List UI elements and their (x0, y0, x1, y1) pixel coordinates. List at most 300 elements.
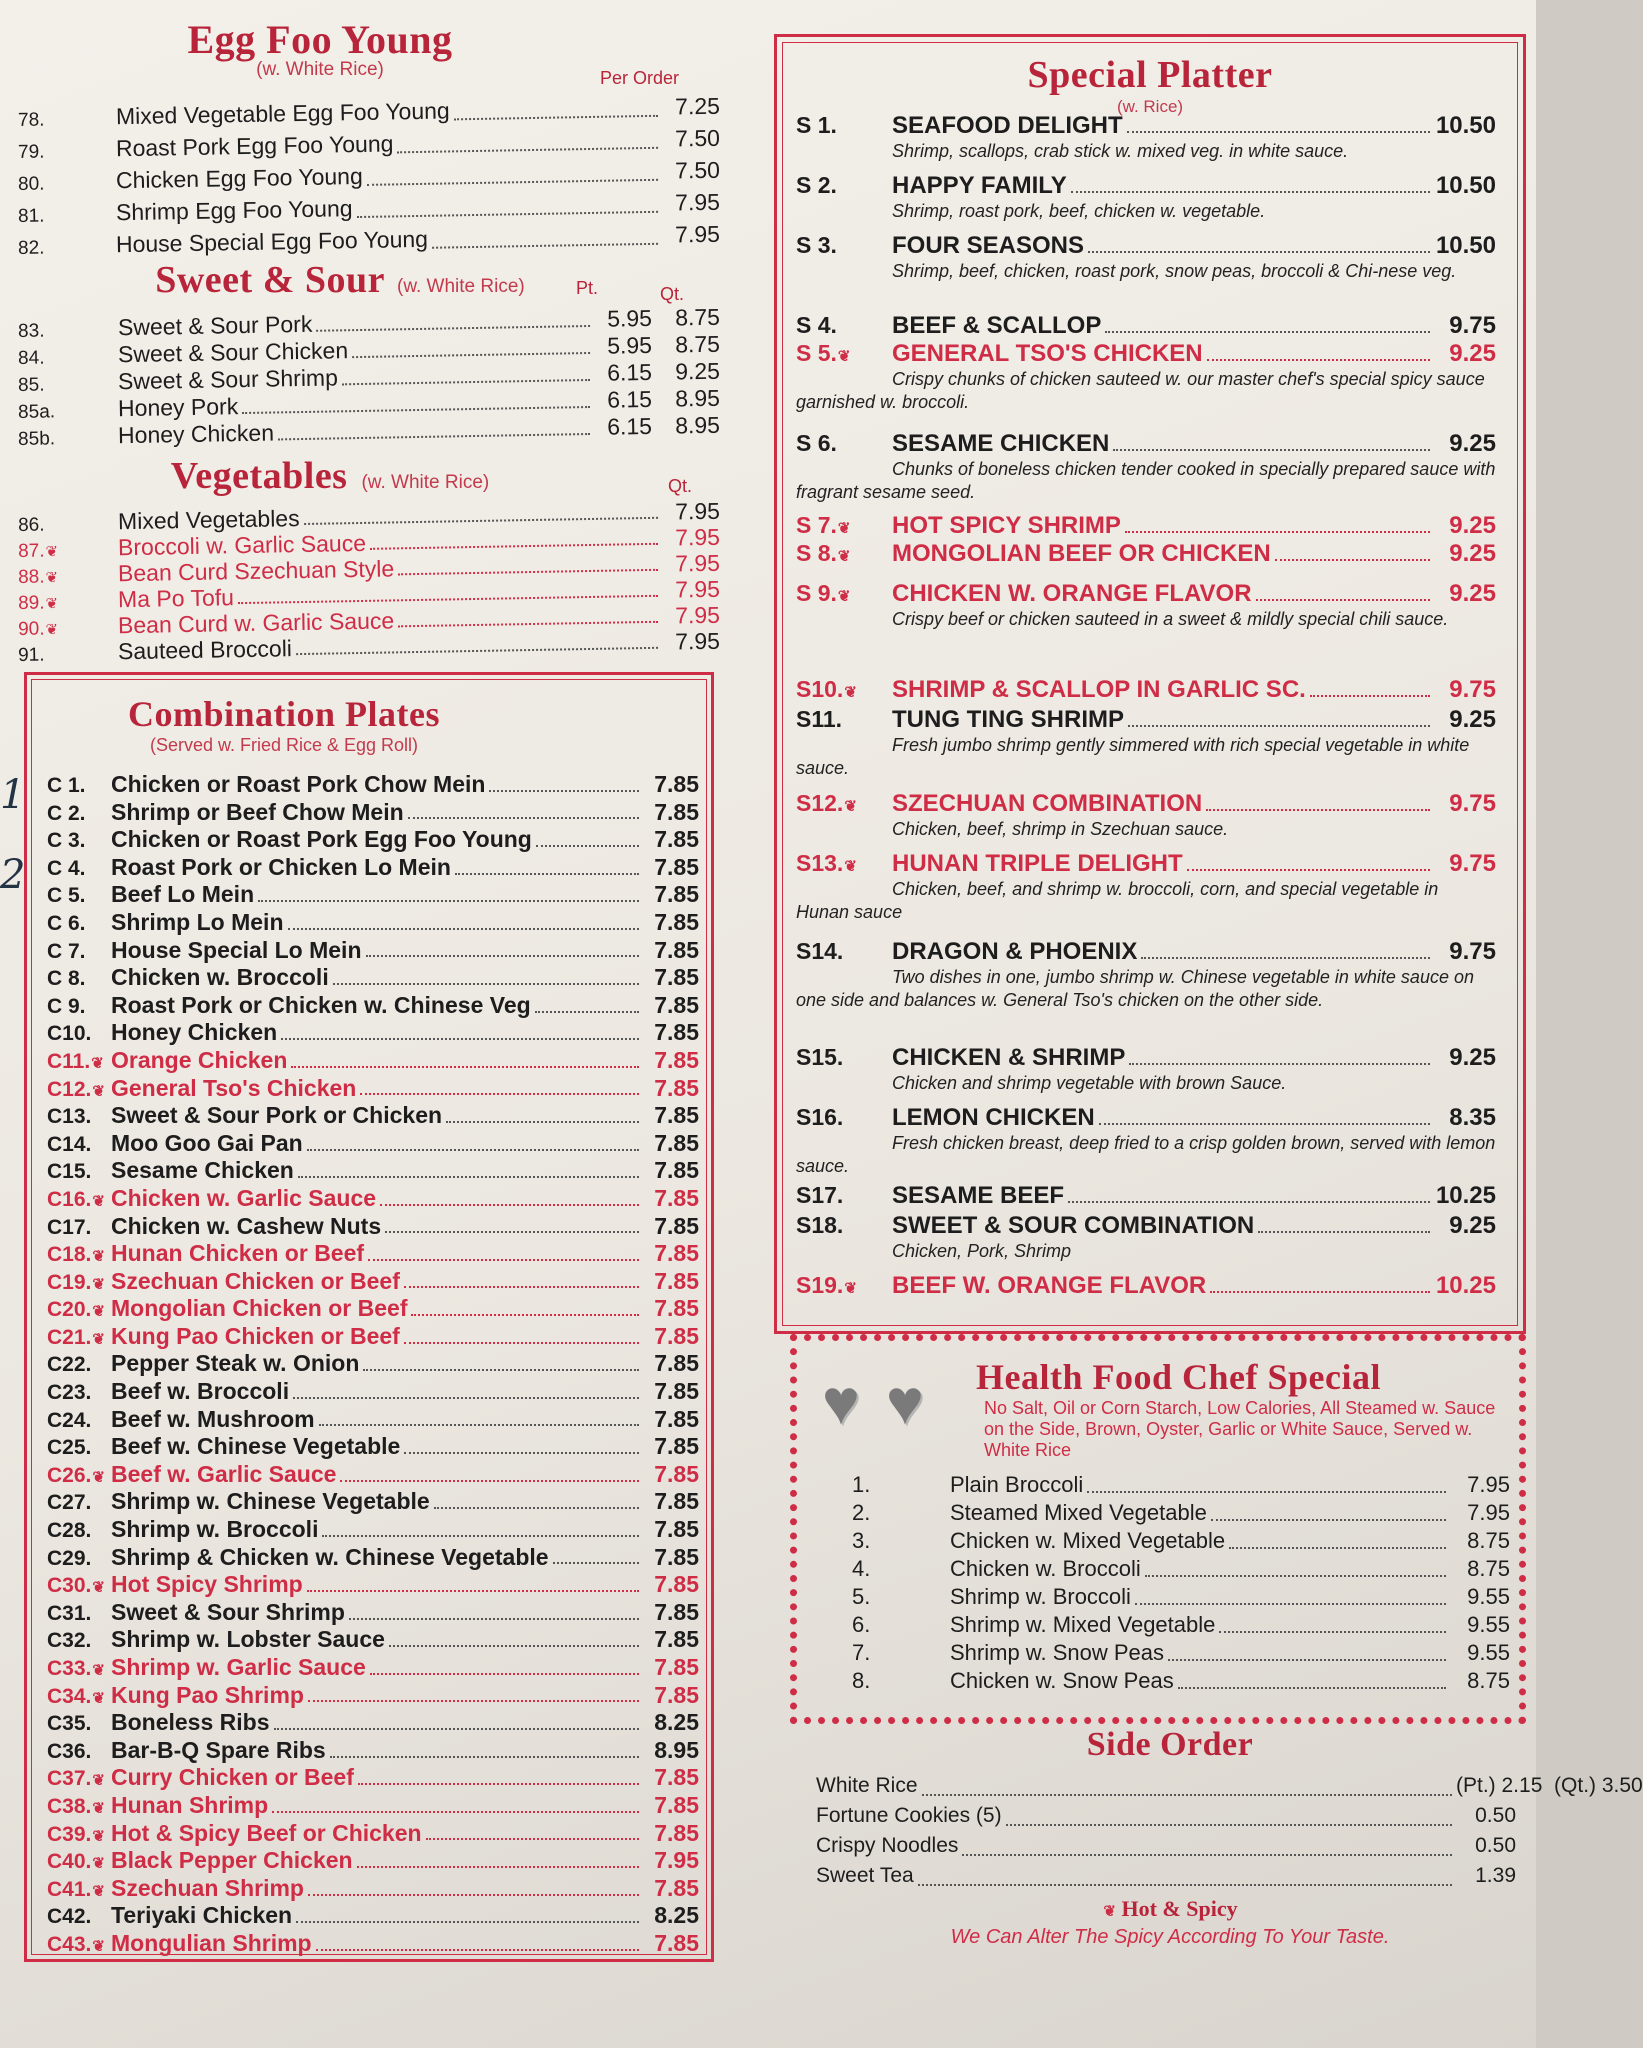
item-price: 7.85 (654, 1295, 699, 1322)
item-number: 85a. (17, 401, 56, 423)
item-number: C26. (47, 1463, 92, 1487)
dot-leader (322, 1535, 639, 1537)
item-price: 7.85 (654, 1433, 699, 1460)
item-number-cell (47, 1464, 111, 1488)
dot-leader (1125, 531, 1430, 533)
item-number-cell (0, 592, 96, 616)
item-number: C41. (47, 1877, 92, 1901)
item-name: Mongolian Chicken or Beef (111, 1295, 408, 1322)
combo-item (47, 1682, 699, 1710)
item-price: 7.85 (654, 1074, 699, 1101)
item-price: 8.75 (1467, 1556, 1510, 1581)
egg-foo-young-subtitle: (w. White Rice) (256, 59, 384, 80)
combo-item (47, 1709, 699, 1737)
combo-item (47, 1406, 699, 1434)
platter-row (796, 232, 1496, 260)
item-price: 10.50 (1435, 232, 1496, 259)
item-description: Chicken and shrimp vegetable with brown Sauce. (892, 1073, 1287, 1093)
item-number: 1. (852, 1472, 871, 1497)
item-number: 78. (17, 109, 45, 131)
item-number: S16. (796, 1104, 844, 1130)
item-number: S 8. (796, 540, 837, 566)
side-item (816, 1774, 1643, 1804)
item-number-cell (47, 1823, 111, 1847)
platter-row (796, 938, 1496, 966)
item-price: 9.55 (1467, 1584, 1510, 1609)
item-name: Sweet & Sour Shrimp (117, 364, 339, 395)
dot-leader (1211, 1519, 1446, 1521)
chili-icon: ❦ (1103, 1904, 1116, 1920)
dot-leader (340, 1480, 639, 1482)
chili-icon: ❦ (45, 543, 59, 561)
item-number: 86. (17, 514, 45, 536)
item-name: White Rice (816, 1774, 918, 1797)
combo-item (47, 1378, 699, 1406)
platter-row (796, 580, 1496, 608)
dot-leader (404, 1286, 639, 1288)
item-number: S 5. (796, 340, 837, 366)
combination-subtitle: (Served w. Fried Rice & Egg Roll) (149, 735, 419, 755)
item-name: Sauteed Broccoli (117, 635, 293, 665)
item-number: 6. (852, 1612, 871, 1637)
item-name: SESAME CHICKEN (892, 430, 1110, 457)
combo-item (47, 1047, 699, 1075)
item-price: 7.85 (654, 1571, 699, 1598)
item-number-cell (47, 1740, 111, 1764)
per-order-header: Per Order (600, 68, 680, 88)
item-number: S15. (796, 1044, 844, 1070)
dot-leader (1207, 359, 1430, 361)
dot-leader (1258, 1231, 1430, 1233)
platter-row (796, 676, 1496, 704)
dot-leader (370, 1673, 639, 1675)
combo-item (47, 1571, 699, 1599)
item-number-cell (47, 995, 111, 1019)
egg-foo-young-title: Egg Foo Young (187, 17, 453, 62)
item-number: 79. (17, 141, 45, 163)
chili-icon: ❦ (844, 858, 857, 875)
dot-leader (1178, 1687, 1446, 1689)
qt-header: Qt. (660, 284, 685, 304)
chili-icon: ❦ (92, 1192, 105, 1210)
chili-icon: ❦ (92, 1275, 105, 1293)
chili-icon: ❦ (92, 1662, 105, 1679)
item-number-cell (47, 857, 111, 881)
item-price-quart: 9.25 (674, 357, 721, 385)
item-price: 7.95 (674, 523, 721, 551)
item-number: C17. (47, 1215, 92, 1239)
item-number: C18. (47, 1243, 92, 1267)
combo-item (47, 1488, 699, 1516)
item-number: 4. (852, 1556, 871, 1581)
item-number-cell (796, 1272, 892, 1299)
item-number: C24. (47, 1408, 92, 1432)
item-name: Shrimp w. Mixed Vegetable (950, 1612, 1216, 1637)
combo-item (47, 799, 699, 827)
item-number-cell (47, 1436, 111, 1460)
item-name: Sweet & Sour Pork or Chicken (111, 1102, 443, 1129)
item-name: HAPPY FAMILY (892, 172, 1067, 199)
item-name: Chicken w. Mixed Vegetable (950, 1528, 1226, 1553)
dot-leader (316, 324, 590, 331)
dot-leader (434, 1507, 639, 1509)
dot-leader (1145, 1575, 1446, 1577)
item-description: Crispy chunks of chicken sauteed w. our master chef's special spicy sauce garnished w. broccoli. (796, 369, 1485, 412)
item-price: 7.85 (654, 1516, 699, 1543)
item-description: Two dishes in one, jumbo shrimp w. Chinese vegetable in white sauce on one side and balances w. General Tso's chicken on the other side. (796, 967, 1474, 1010)
combo-item (47, 937, 699, 965)
dot-leader (398, 147, 659, 154)
item-number: 87. (17, 540, 45, 562)
platter-row (796, 312, 1496, 340)
combo-item (47, 771, 699, 799)
item-price: 9.75 (1449, 850, 1496, 877)
item-description: Fresh jumbo shrimp gently simmered with rich special vegetable in white sauce. (796, 735, 1470, 778)
handwritten-mark-2: 2 (0, 852, 26, 898)
item-name: Beef w. Mushroom (111, 1405, 315, 1432)
item-name: Mixed Vegetable Egg Foo Young (115, 97, 450, 130)
combination-list (47, 771, 699, 1958)
health-item (810, 1472, 1510, 1500)
item-number-cell (0, 644, 96, 668)
item-number: C 4. (47, 856, 86, 880)
item-name: Fortune Cookies (5) (816, 1804, 1002, 1827)
dot-leader (368, 1259, 639, 1261)
item-name: Plain Broccoli (950, 1472, 1084, 1497)
item-number: C27. (47, 1491, 92, 1515)
dot-leader (446, 1121, 639, 1123)
spicy-note: We Can Alter The Spicy According To Your Taste. (950, 1926, 1390, 1948)
combo-item (47, 826, 699, 854)
chili-icon: ❦ (45, 621, 59, 639)
item-name: Broccoli w. Garlic Sauce (117, 529, 367, 561)
side-item (816, 1804, 1516, 1834)
dot-leader (1006, 1824, 1452, 1826)
item-name: Sweet & Sour Shrimp (111, 1598, 345, 1625)
dot-leader (1256, 599, 1430, 601)
item-name: Hot & Spicy Beef or Chicken (111, 1819, 422, 1846)
item-number-cell (47, 1078, 111, 1102)
item-price-quart: 8.75 (674, 303, 721, 331)
platter-item (796, 1272, 1496, 1300)
item-price: 0.50 (1475, 1834, 1516, 1857)
dot-leader (1141, 957, 1430, 959)
item-number: C11. (47, 1049, 91, 1073)
item-number: C 2. (47, 801, 86, 825)
item-name: Boneless Ribs (111, 1709, 270, 1736)
item-price: 7.95 (674, 627, 721, 655)
chili-icon: ❦ (92, 1082, 105, 1100)
item-name: SWEET & SOUR COMBINATION (892, 1212, 1255, 1239)
item-number-cell (796, 676, 892, 703)
chili-icon: ❦ (92, 1468, 105, 1486)
dot-leader (1113, 449, 1430, 451)
item-number: 83. (17, 320, 45, 342)
health-item (810, 1528, 1510, 1556)
item-number-cell (47, 1216, 111, 1240)
health-item (810, 1668, 1510, 1696)
dot-leader (272, 1811, 639, 1813)
item-name: Honey Pork (117, 393, 239, 422)
item-price-pint: 6.15 (606, 385, 653, 413)
chili-icon: ❦ (92, 1330, 105, 1348)
item-number-cell (47, 1767, 111, 1791)
chili-icon: ❦ (92, 1579, 105, 1597)
dot-leader (316, 1949, 639, 1951)
item-name: Beef w. Chinese Vegetable (111, 1433, 401, 1460)
item-price: 9.25 (1449, 706, 1496, 733)
combo-item (47, 1544, 699, 1572)
item-name: Shrimp Lo Mein (111, 908, 284, 935)
combo-item (47, 1599, 699, 1627)
platter-row (796, 540, 1496, 568)
dot-leader (333, 983, 639, 985)
item-number: 7. (852, 1640, 871, 1665)
item-number: C28. (47, 1519, 92, 1543)
item-number-cell (796, 172, 892, 199)
combo-item (47, 1764, 699, 1792)
item-name: Crispy Noodles (816, 1834, 959, 1857)
item-description: Crispy beef or chicken sauteed in a sweet & mildly special chili sauce. (892, 609, 1449, 629)
item-price: (Pt.) 2.15 (Qt.) 3.50 (1456, 1774, 1643, 1797)
combo-item (47, 1185, 699, 1213)
item-name: Orange Chicken (111, 1046, 288, 1073)
item-price: 7.85 (654, 1460, 699, 1487)
item-number: C22. (47, 1353, 92, 1377)
item-price: 7.85 (654, 1764, 699, 1791)
combo-item (47, 1157, 699, 1185)
item-name: Chicken or Roast Pork Chow Mein (111, 771, 486, 797)
item-number-cell (796, 938, 892, 965)
chili-icon: ❦ (837, 548, 851, 565)
item-name: LEMON CHICKEN (892, 1104, 1095, 1131)
item-number-cell (47, 1933, 111, 1957)
item-number: 81. (17, 205, 45, 227)
platter-row (796, 850, 1496, 878)
platter-item (796, 1104, 1496, 1178)
item-number: C33. (47, 1657, 92, 1680)
chili-icon: ❦ (92, 1855, 105, 1873)
chili-icon: ❦ (844, 798, 857, 815)
item-number: C15. (47, 1160, 92, 1184)
dot-leader (536, 845, 639, 847)
platter-row (796, 1182, 1496, 1210)
item-name: Steamed Mixed Vegetable (950, 1500, 1207, 1525)
dot-leader (357, 211, 658, 218)
item-name: Shrimp w. Chinese Vegetable (111, 1488, 430, 1515)
side-item (816, 1834, 1516, 1864)
heart-icon: ♥ (822, 1366, 860, 1438)
item-name: Roast Pork or Chicken Lo Mein (111, 853, 451, 880)
item-price: 7.85 (654, 1626, 699, 1653)
dot-leader (342, 378, 590, 384)
item-name: Mixed Vegetables (117, 505, 300, 535)
item-price: 7.85 (654, 1598, 699, 1625)
item-number-cell (47, 1850, 111, 1874)
item-number-cell (47, 1519, 111, 1543)
item-name: HUNAN TRIPLE DELIGHT (892, 850, 1183, 877)
dot-leader (319, 1424, 639, 1426)
item-number: S14. (796, 938, 844, 964)
platter-item (796, 232, 1496, 283)
combo-item (47, 854, 699, 882)
item-number: C23. (47, 1381, 92, 1405)
item-name: House Special Lo Mein (111, 936, 362, 963)
dot-leader (298, 1176, 639, 1178)
item-name: Roast Pork or Chicken w. Chinese Veg (111, 991, 531, 1018)
item-number-cell (796, 430, 892, 457)
combo-item (47, 1102, 699, 1130)
combo-item (47, 1930, 699, 1958)
item-name: Kung Pao Chicken or Beef (111, 1322, 400, 1349)
chili-icon: ❦ (92, 1799, 105, 1817)
dot-leader (1105, 331, 1430, 333)
chili-icon: ❦ (837, 348, 851, 365)
item-number-cell (47, 829, 111, 853)
item-name: Shrimp & Chicken w. Chinese Vegetable (111, 1543, 549, 1570)
platter-item (796, 340, 1496, 414)
health-item (810, 1556, 1510, 1584)
item-price: 8.25 (654, 1902, 699, 1929)
health-item (810, 1584, 1510, 1612)
item-number-cell (796, 512, 892, 539)
item-number-cell (47, 912, 111, 936)
item-number: S 2. (796, 172, 837, 198)
dot-leader (367, 179, 658, 186)
item-number-cell (47, 1878, 111, 1902)
item-number: C35. (47, 1712, 92, 1736)
dot-leader (1229, 1547, 1446, 1549)
item-name: Beef Lo Mein (111, 881, 255, 908)
dot-leader (296, 647, 658, 655)
item-number: C31. (47, 1601, 92, 1625)
special-platter-subtitle: (w. Rice) (1116, 97, 1184, 116)
item-price: 9.25 (1449, 430, 1496, 457)
item-number: C 3. (47, 829, 86, 853)
item-number-cell (796, 1212, 892, 1239)
item-name: Shrimp w. Garlic Sauce (111, 1654, 366, 1680)
platter-item (796, 430, 1496, 504)
item-name: Beef w. Garlic Sauce (111, 1460, 337, 1487)
item-name: CHICKEN & SHRIMP (892, 1044, 1126, 1071)
sweet-sour-section (0, 258, 721, 450)
item-price: 7.95 (674, 188, 721, 216)
pt-header: Pt. (576, 278, 599, 298)
platter-row (796, 112, 1496, 140)
dot-leader (1099, 1123, 1430, 1125)
item-price-pint: 6.15 (606, 358, 653, 386)
chili-icon: ❦ (91, 1054, 104, 1072)
heart-icon-2: ♥ (886, 1366, 924, 1438)
dot-leader (1187, 869, 1430, 871)
combo-item (47, 1847, 699, 1875)
hot-spicy-legend (820, 1896, 1520, 1922)
item-number-cell (796, 790, 892, 817)
item-price: 9.25 (1449, 512, 1496, 539)
item-number-cell (47, 1381, 111, 1405)
platter-item (796, 512, 1496, 540)
vegetables-section (0, 454, 721, 666)
item-number-cell (0, 566, 96, 590)
chili-icon: ❦ (92, 1248, 105, 1266)
item-name: Hunan Chicken or Beef (111, 1240, 365, 1267)
item-price: 7.95 (674, 601, 721, 629)
combo-item (47, 1350, 699, 1378)
platter-item (796, 676, 1496, 704)
dot-leader (242, 405, 590, 413)
item-price: 0.50 (1475, 1804, 1516, 1827)
item-number-cell (47, 1353, 111, 1377)
item-name: Bean Curd w. Garlic Sauce (117, 607, 395, 639)
combo-item (47, 1240, 699, 1268)
item-number-cell (47, 967, 111, 991)
item-number: S 1. (796, 112, 837, 138)
dot-leader (274, 1728, 640, 1730)
item-name: Curry Chicken or Beef (111, 1764, 354, 1791)
item-name: Bean Curd Szechuan Style (117, 555, 395, 587)
item-number-cell (47, 1409, 111, 1433)
item-price: 8.75 (1467, 1528, 1510, 1553)
item-number-cell (47, 1574, 111, 1598)
dot-leader (454, 115, 658, 121)
item-price: 7.95 (674, 220, 721, 248)
dot-leader (408, 817, 639, 819)
health-food-note: No Salt, Oil or Corn Starch, Low Calories, All Steamed w. Sauce on the Side, Brown, Oyster, Garlic or White Sauce, Served w. White Rice (984, 1398, 1496, 1460)
dot-leader (404, 1342, 639, 1344)
item-price-quart: 8.95 (674, 411, 721, 439)
item-name: SEAFOOD DELIGHT (892, 112, 1123, 139)
item-number-cell (47, 1105, 111, 1129)
platter-row (796, 512, 1496, 540)
item-name: Shrimp w. Broccoli (111, 1516, 319, 1543)
item-number: C19. (47, 1270, 92, 1294)
item-price: 9.55 (1467, 1640, 1510, 1665)
item-number-cell (47, 1188, 111, 1212)
item-number: S12. (796, 790, 844, 816)
item-number-cell (796, 1104, 892, 1131)
item-name: Sweet Tea (816, 1864, 914, 1887)
dot-leader (489, 790, 639, 792)
item-name: Teriyaki Chicken (111, 1902, 293, 1929)
dot-leader (1129, 1063, 1430, 1065)
item-price: 7.85 (654, 1129, 699, 1156)
item-name: GENERAL TSO'S CHICKEN (892, 340, 1203, 367)
item-price: 7.85 (654, 798, 699, 825)
combo-item (47, 1461, 699, 1489)
item-price: 7.85 (654, 881, 699, 908)
item-description: Shrimp, scallops, crab stick w. mixed veg. in white sauce. (892, 141, 1349, 161)
item-number-cell (796, 112, 892, 139)
chili-icon: ❦ (45, 569, 59, 587)
platter-item (796, 112, 1496, 163)
item-number: C43. (47, 1932, 92, 1956)
item-name: Sweet & Sour Chicken (117, 337, 349, 368)
dot-leader (281, 1038, 639, 1040)
item-name: BEEF W. ORANGE FLAVOR (892, 1272, 1207, 1299)
combo-item (47, 1820, 699, 1848)
combo-item (47, 1323, 699, 1351)
item-price: 7.85 (654, 826, 699, 853)
item-number: 80. (17, 173, 45, 195)
chili-icon: ❦ (92, 1689, 105, 1707)
platter-row (796, 1272, 1496, 1300)
item-name: Pepper Steak w. Onion (111, 1350, 360, 1377)
item-price: 8.25 (654, 1709, 699, 1736)
chili-icon: ❦ (844, 684, 857, 701)
item-number-cell (796, 232, 892, 259)
item-number-cell (47, 1050, 111, 1074)
vegetables-list (0, 497, 721, 666)
